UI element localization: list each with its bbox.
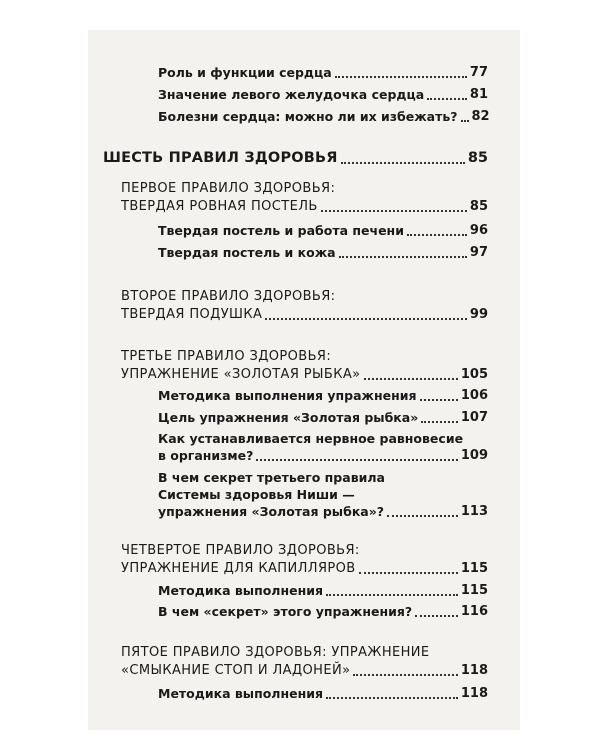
toc-entry-page: 82 — [471, 109, 490, 124]
toc-entry-title: Твердая постель и кожа — [158, 245, 336, 260]
leader-dots — [364, 378, 458, 380]
toc-section — [121, 560, 488, 577]
rule3-title-line1: ТРЕТЬЕ ПРАВИЛО ЗДОРОВЬЯ: — [121, 349, 332, 364]
rule3-sub4-line2: Системы здоровья Ниши — — [158, 487, 355, 502]
leader-dots — [341, 162, 465, 164]
leader-dots — [407, 234, 467, 236]
leader-dots — [461, 120, 469, 122]
leader-dots — [415, 615, 458, 617]
rule5-title-line2: «СМЫКАНИЕ СТОП И ЛАДОНЕЙ» — [121, 663, 351, 678]
rule3-title-line2: УПРАЖНЕНИЕ «ЗОЛОТАЯ РЫБКА» — [121, 367, 361, 382]
toc-entry — [158, 387, 488, 404]
toc-entry — [158, 108, 488, 125]
leader-dots — [265, 318, 467, 320]
toc-entry-title: Болезни сердца: можно ли их избежать? — [158, 109, 458, 124]
toc-entry-title: Методика выполнения упражнения — [158, 388, 417, 403]
toc-section — [121, 198, 488, 215]
toc-entry — [158, 222, 488, 239]
rule2-title-line2: ТВЕРДАЯ ПОДУШКА — [121, 307, 263, 322]
leader-dots — [353, 674, 457, 676]
rule4-page: 115 — [460, 561, 488, 576]
leader-dots — [420, 399, 458, 401]
toc-entry-page: 115 — [460, 583, 488, 598]
toc-entry-page: 96 — [469, 223, 488, 238]
leader-dots — [427, 98, 467, 100]
toc-section — [121, 662, 488, 679]
leader-dots — [387, 515, 458, 517]
toc-entry-title: Твердая постель и работа печени — [158, 223, 404, 238]
rule3-sub3-line2: в организме? — [158, 448, 254, 463]
rule1-title-line2: ТВЕРДАЯ РОВНАЯ ПОСТЕЛЬ — [121, 199, 318, 214]
toc-entry-title: Роль и функции сердца — [158, 65, 332, 80]
rule3-sub4-line3: упражнения «Золотая рыбка»? — [158, 504, 385, 519]
rule5-title-line1: ПЯТОЕ ПРАВИЛО ЗДОРОВЬЯ: УПРАЖНЕНИЕ — [121, 645, 430, 660]
toc-entry-title: Методика выполнения — [158, 686, 324, 701]
toc-entry-page: 97 — [469, 245, 488, 260]
toc-entry — [158, 503, 488, 520]
leader-dots — [339, 256, 467, 258]
toc-entry — [158, 582, 488, 599]
toc-section — [121, 366, 488, 383]
toc-entry-page: 116 — [460, 604, 488, 619]
book-page — [88, 30, 520, 730]
toc-entry — [158, 64, 488, 81]
toc-entry-title: В чем «секрет» этого упражнения? — [158, 604, 413, 619]
toc-entry-page: 106 — [460, 388, 488, 403]
rule1-title-line1: ПЕРВОЕ ПРАВИЛО ЗДОРОВЬЯ: — [121, 181, 336, 196]
toc-entry-title: Цель упражнения «Золотая рыбка» — [158, 410, 419, 425]
toc-entry-title: Методика выполнения — [158, 583, 324, 598]
leader-dots — [359, 572, 458, 574]
chapter-page: 85 — [467, 150, 488, 166]
rule1-page: 85 — [469, 199, 488, 214]
toc-entry-page: 109 — [460, 448, 488, 463]
leader-dots — [326, 697, 458, 699]
toc-entry-page: 81 — [469, 87, 488, 102]
rule2-page: 99 — [469, 307, 488, 322]
rule2-title-line1: ВТОРОЕ ПРАВИЛО ЗДОРОВЬЯ: — [121, 289, 336, 304]
rule3-sub3-line1: Как устанавливается нервное равновесие — [158, 431, 464, 446]
toc-entry — [158, 685, 488, 702]
leader-dots — [335, 76, 467, 78]
rule5-page: 118 — [460, 663, 488, 678]
rule3-page: 105 — [460, 367, 488, 382]
leader-dots — [321, 210, 467, 212]
leader-dots — [421, 421, 458, 423]
chapter-title: ШЕСТЬ ПРАВИЛ ЗДОРОВЬЯ — [103, 150, 338, 166]
toc-entry — [158, 244, 488, 261]
toc-entry-page: 118 — [460, 686, 488, 701]
rule3-sub4-line1: В чем секрет третьего правила — [158, 470, 385, 485]
leader-dots — [256, 459, 457, 461]
toc-entry-title: Значение левого желудочка сердца — [158, 87, 425, 102]
toc-section — [121, 306, 488, 323]
toc-entry-page: 107 — [460, 410, 488, 425]
leader-dots — [326, 594, 458, 596]
rule4-title-line2: УПРАЖНЕНИЕ ДЛЯ КАПИЛЛЯРОВ — [121, 561, 356, 576]
rule4-title-line1: ЧЕТВЕРТОЕ ПРАВИЛО ЗДОРОВЬЯ: — [121, 543, 360, 558]
toc-entry — [158, 409, 488, 426]
toc-entry — [158, 86, 488, 103]
toc-entry — [158, 603, 488, 620]
toc-entry-page: 77 — [469, 65, 488, 80]
toc-chapter — [103, 150, 488, 167]
toc-entry — [158, 447, 488, 464]
toc-entry-page: 113 — [460, 504, 488, 519]
